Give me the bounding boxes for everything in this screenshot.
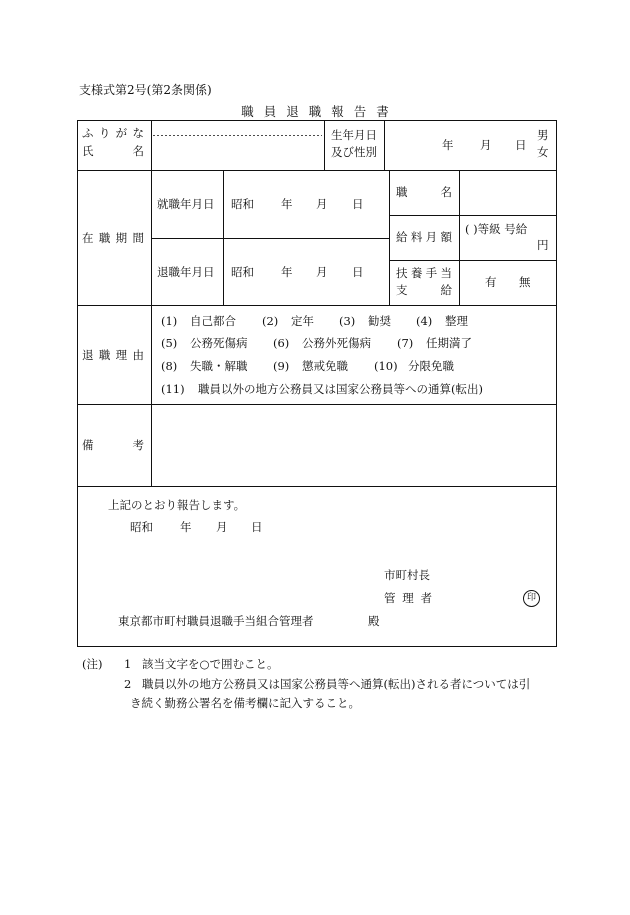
note-text: 職員以外の地方公務員又は国家公務員等へ通算(転出)される者については引 bbox=[142, 677, 531, 691]
name-label: 氏名 bbox=[82, 144, 144, 158]
end-era: 昭和 bbox=[231, 265, 254, 279]
end-year: 年 bbox=[281, 265, 293, 279]
start-month: 月 bbox=[316, 197, 328, 211]
birth-day: 日 bbox=[515, 138, 527, 152]
reason-num: (7) bbox=[397, 336, 414, 350]
note-num: 2 bbox=[124, 677, 132, 691]
tenure-label: 在職期間 bbox=[82, 231, 144, 245]
sex-male: 男 bbox=[537, 128, 549, 142]
reason-text: 分限免職 bbox=[408, 359, 454, 373]
note-text: 該当文字を○で囲むこと。 bbox=[142, 657, 279, 671]
reason-num: (1) bbox=[161, 314, 178, 328]
reason-text: 任期満了 bbox=[426, 336, 472, 350]
reason-text: 勧奨 bbox=[368, 314, 391, 328]
start-era: 昭和 bbox=[231, 197, 254, 211]
reason-num: (3) bbox=[339, 314, 356, 328]
birth-year: 年 bbox=[442, 138, 454, 152]
reason-text: 公務外死傷病 bbox=[302, 336, 371, 350]
salary-grade: ( )等級 号給 bbox=[465, 222, 528, 236]
reason-num: (11) bbox=[161, 382, 185, 396]
reason-text: 失職・解職 bbox=[190, 359, 248, 373]
reason-text: 公務死傷病 bbox=[190, 336, 248, 350]
reason-num: (5) bbox=[161, 336, 178, 350]
reason-num: (6) bbox=[273, 336, 290, 350]
reason-text: 整理 bbox=[445, 314, 468, 328]
birth-label-2: 及び性別 bbox=[331, 145, 377, 159]
note-num: 1 bbox=[124, 657, 132, 671]
addressee: 東京都市町村職員退職手当組合管理者 bbox=[118, 614, 314, 628]
reason-text: 職員以外の地方公務員又は国家公務員等への通算(転出) bbox=[198, 382, 483, 396]
end-day: 日 bbox=[352, 265, 364, 279]
birth-label-1: 生年月日 bbox=[331, 128, 377, 142]
honorific: 殿 bbox=[368, 614, 380, 628]
start-year: 年 bbox=[281, 197, 293, 211]
note-text-continued: き続く勤務公署名を備考欄に記入すること。 bbox=[130, 696, 360, 710]
reason-num: (8) bbox=[161, 359, 178, 373]
dependents-label-1: 扶養手当 bbox=[396, 266, 452, 280]
reason-text: 懲戒免職 bbox=[302, 359, 348, 373]
reason-num: (2) bbox=[262, 314, 279, 328]
report-statement: 上記のとおり報告します。 bbox=[108, 498, 246, 512]
end-date-label: 退職年月日 bbox=[157, 265, 215, 279]
sex-female: 女 bbox=[537, 145, 549, 159]
manager-label: 管理者 bbox=[384, 591, 432, 605]
reason-num: (10) bbox=[374, 359, 398, 373]
start-day: 日 bbox=[352, 197, 364, 211]
start-date-label: 就職年月日 bbox=[157, 197, 215, 211]
form-number: 支様式第2号(第2条関係) bbox=[79, 83, 212, 97]
reason-label: 退職理由 bbox=[82, 348, 144, 362]
dependents-yes: 有 bbox=[485, 275, 497, 289]
reason-num: (4) bbox=[416, 314, 433, 328]
end-month: 月 bbox=[316, 265, 328, 279]
notes-prefix: (注) bbox=[82, 657, 103, 671]
remarks-field[interactable] bbox=[152, 405, 555, 486]
remarks-label: 備考 bbox=[82, 438, 144, 452]
reason-num: (9) bbox=[273, 359, 290, 373]
reason-text: 定年 bbox=[291, 314, 314, 328]
job-title-label: 職名 bbox=[396, 185, 452, 199]
form-title: 職員退職報告書 bbox=[241, 104, 399, 119]
report-day: 日 bbox=[251, 520, 263, 534]
salary-label: 給料月額 bbox=[396, 230, 452, 244]
furigana-label: ふりがな bbox=[82, 126, 144, 140]
salary-yen: 円 bbox=[537, 238, 549, 252]
seal-mark: 印 bbox=[523, 590, 540, 607]
birth-month: 月 bbox=[480, 138, 492, 152]
dependents-no: 無 bbox=[519, 275, 531, 289]
report-year: 年 bbox=[180, 520, 192, 534]
reason-text: 自己都合 bbox=[190, 314, 236, 328]
report-month: 月 bbox=[216, 520, 228, 534]
report-era: 昭和 bbox=[130, 520, 153, 534]
dependents-label-2: 支給 bbox=[396, 283, 452, 297]
mayor-label: 市町村長 bbox=[384, 568, 430, 582]
